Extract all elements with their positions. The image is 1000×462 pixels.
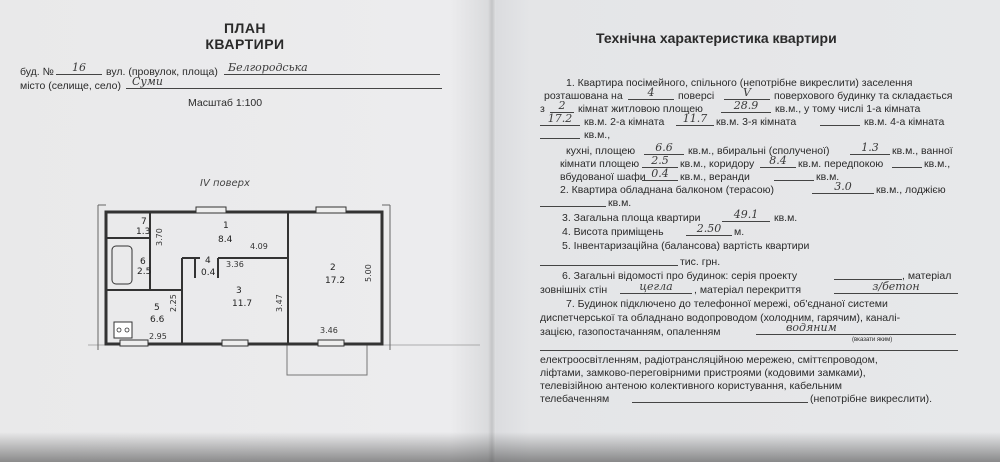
room-4-num: 4 xyxy=(205,256,211,266)
dim-500: 5.00 xyxy=(364,264,373,282)
tech-line-5: кв.м., xyxy=(584,129,611,141)
tech-line-2c: поверхового будинку та складається xyxy=(774,90,953,102)
room2-value: 11.7 xyxy=(676,113,714,126)
tech-line-7b: кв.м., коридору xyxy=(680,158,755,170)
tech-line-6a: кухні, площею xyxy=(566,145,636,157)
tech-line-6b: кв.м., вбиральні (сполученої) xyxy=(688,145,830,157)
room-7-num: 7 xyxy=(141,217,147,227)
tech-line-15b: , матеріал xyxy=(902,270,952,282)
tech-line-7a: кімнати площею xyxy=(560,158,640,170)
tech-line-15a: 6. Загальні відомості про будинок: серія проекту xyxy=(562,270,798,282)
total-area-value: 49.1 xyxy=(722,209,770,222)
room4-blank xyxy=(540,126,580,139)
heating-note: (вказати яким) xyxy=(852,337,893,343)
room-4-area: 0.4 xyxy=(201,268,216,278)
dim-370: 3.70 xyxy=(155,228,164,246)
bud-label: буд. № xyxy=(20,66,54,78)
tech-line-2b: поверсі xyxy=(678,90,715,102)
tech-line-23a: телебаченням xyxy=(540,393,610,405)
dim-336: 3.36 xyxy=(226,260,244,269)
tech-line-12b: м. xyxy=(734,226,745,238)
hall-blank xyxy=(892,155,922,168)
city-value: Суми xyxy=(126,76,442,89)
tech-line-10: кв.м. xyxy=(608,197,632,209)
tech-line-20: електроосвітленням, радіотрансляційною мережею, сміттєпроводом, xyxy=(540,354,878,366)
tech-line-2a: розташована на xyxy=(544,90,623,102)
tech-line-3c: кв.м., у тому числі 1-а кімната xyxy=(775,103,921,115)
tech-line-8a: вбудованої шафи xyxy=(560,171,646,183)
floor-value: 4 xyxy=(628,87,674,100)
dim-225: 2.25 xyxy=(169,294,178,312)
tech-line-14: тис. грн. xyxy=(680,256,721,268)
tech-line-7d: кв.м., xyxy=(924,158,951,170)
dim-295: 2.95 xyxy=(149,332,167,341)
floor-note: IV поверх xyxy=(200,178,250,189)
tech-line-8c: кв.м. xyxy=(816,171,840,183)
room3-blank xyxy=(820,113,860,126)
scale-label: Масштаб 1:100 xyxy=(188,97,263,109)
room-6-area: 2.5 xyxy=(137,267,152,277)
street-label: вул. (провулок, площа) xyxy=(106,66,218,78)
closet-value: 0.4 xyxy=(642,168,678,181)
bath-value: 2.5 xyxy=(642,155,678,168)
floor-material-value: з/бетон xyxy=(834,281,958,294)
plan-title-line2: КВАРТИРИ xyxy=(205,36,285,52)
street-value: Белгородська xyxy=(224,62,440,75)
tech-line-9b: кв.м., лоджією xyxy=(876,184,946,196)
tech-line-16a: зовнішніх стін xyxy=(540,284,608,296)
veranda-blank xyxy=(774,168,814,181)
height-value: 2.50 xyxy=(686,223,732,236)
city-label: місто (селище, село) xyxy=(20,80,121,92)
tech-line-21: ліфтами, замково-переговірними пристроями (кодовими замками), xyxy=(540,367,866,379)
wc-value: 1.3 xyxy=(850,142,890,155)
bottom-shadow xyxy=(0,432,1000,462)
plan-extension-rect xyxy=(287,345,367,375)
tech-line-4a: кв.м. 2-а кімната xyxy=(584,116,665,128)
tech-line-4b: кв.м. 3-я кімната xyxy=(716,116,797,128)
tech-line-6c: кв.м., ванної xyxy=(892,145,953,157)
room-5-area: 6.6 xyxy=(150,315,165,325)
room1-value: 17.2 xyxy=(540,113,580,126)
room-3-area: 11.7 xyxy=(232,299,253,309)
corridor-value: 8.4 xyxy=(760,155,796,168)
tech-line-11b: кв.м. xyxy=(774,212,798,224)
tech-line-9a: 2. Квартира обладнана балконом (терасою) xyxy=(560,184,774,196)
tech-line-13: 5. Інвентаризаційна (балансова) вартість квартири xyxy=(562,240,810,252)
value-blank xyxy=(540,253,678,266)
balcony-value: 3.0 xyxy=(812,181,874,194)
bathtub xyxy=(112,246,132,284)
cable-blank xyxy=(632,390,808,403)
rooms-value: 2 xyxy=(550,100,574,113)
bud-value: 16 xyxy=(56,62,102,75)
plan-title-line1: ПЛАН xyxy=(223,20,267,36)
tech-line-22: телевізійною антеною колективного користування, кабельним xyxy=(540,380,842,392)
tech-line-16b: , матеріал перекриття xyxy=(694,284,802,296)
tech-line-18: диспетчерської та обладнано водопроводом (холодним, гарячим), каналі- xyxy=(540,312,901,324)
room-7-area: 1.3 xyxy=(136,227,151,237)
floor-plan xyxy=(0,0,490,462)
tech-line-12a: 4. Висота приміщень xyxy=(562,226,664,238)
heating-blank xyxy=(540,344,958,351)
room-1-area: 8.4 xyxy=(218,235,233,245)
dim-409: 4.09 xyxy=(250,242,268,251)
tech-line-23b: (непотрібне викреслити). xyxy=(810,393,933,405)
dim-346: 3.46 xyxy=(320,326,338,335)
tech-line-7c: кв.м. передпокою xyxy=(798,158,884,170)
heating-value: водяним xyxy=(756,322,956,335)
tech-line-19a: зацією, газопостачанням, опаленням xyxy=(540,326,721,338)
tech-line-17: 7. Будинок підключено до телефонної мережі, об'єднаної системи xyxy=(566,298,888,310)
tech-line-8b: кв.м., веранди xyxy=(680,171,750,183)
walls-value: цегла xyxy=(620,281,692,294)
tech-line-4c: кв.м. 4-а кімната xyxy=(864,116,945,128)
tech-line-3b: кімнат житловою площею xyxy=(578,103,703,115)
tech-line-3a: з xyxy=(540,103,545,115)
room-2-num: 2 xyxy=(330,263,336,273)
room-5-num: 5 xyxy=(154,303,160,313)
loggia-blank xyxy=(540,194,606,207)
tech-title: Технічна характеристика квартири xyxy=(596,30,837,46)
room-1-num: 1 xyxy=(223,221,229,231)
inner-walls xyxy=(106,212,288,344)
dim-347: 3.47 xyxy=(275,294,284,312)
living-area-value: 28.9 xyxy=(721,100,771,113)
room-3-num: 3 xyxy=(236,286,242,296)
tech-line-11a: 3. Загальна площа квартири xyxy=(562,212,701,224)
floors-value: V xyxy=(724,87,770,100)
room-2-area: 17.2 xyxy=(325,276,346,286)
series-blank xyxy=(834,267,902,280)
room-6-num: 6 xyxy=(140,257,146,267)
kitchen-value: 6.6 xyxy=(644,142,684,155)
tech-line-1: 1. Квартира посімейного, спільного (непотрібне викреслити) заселення xyxy=(566,77,913,89)
